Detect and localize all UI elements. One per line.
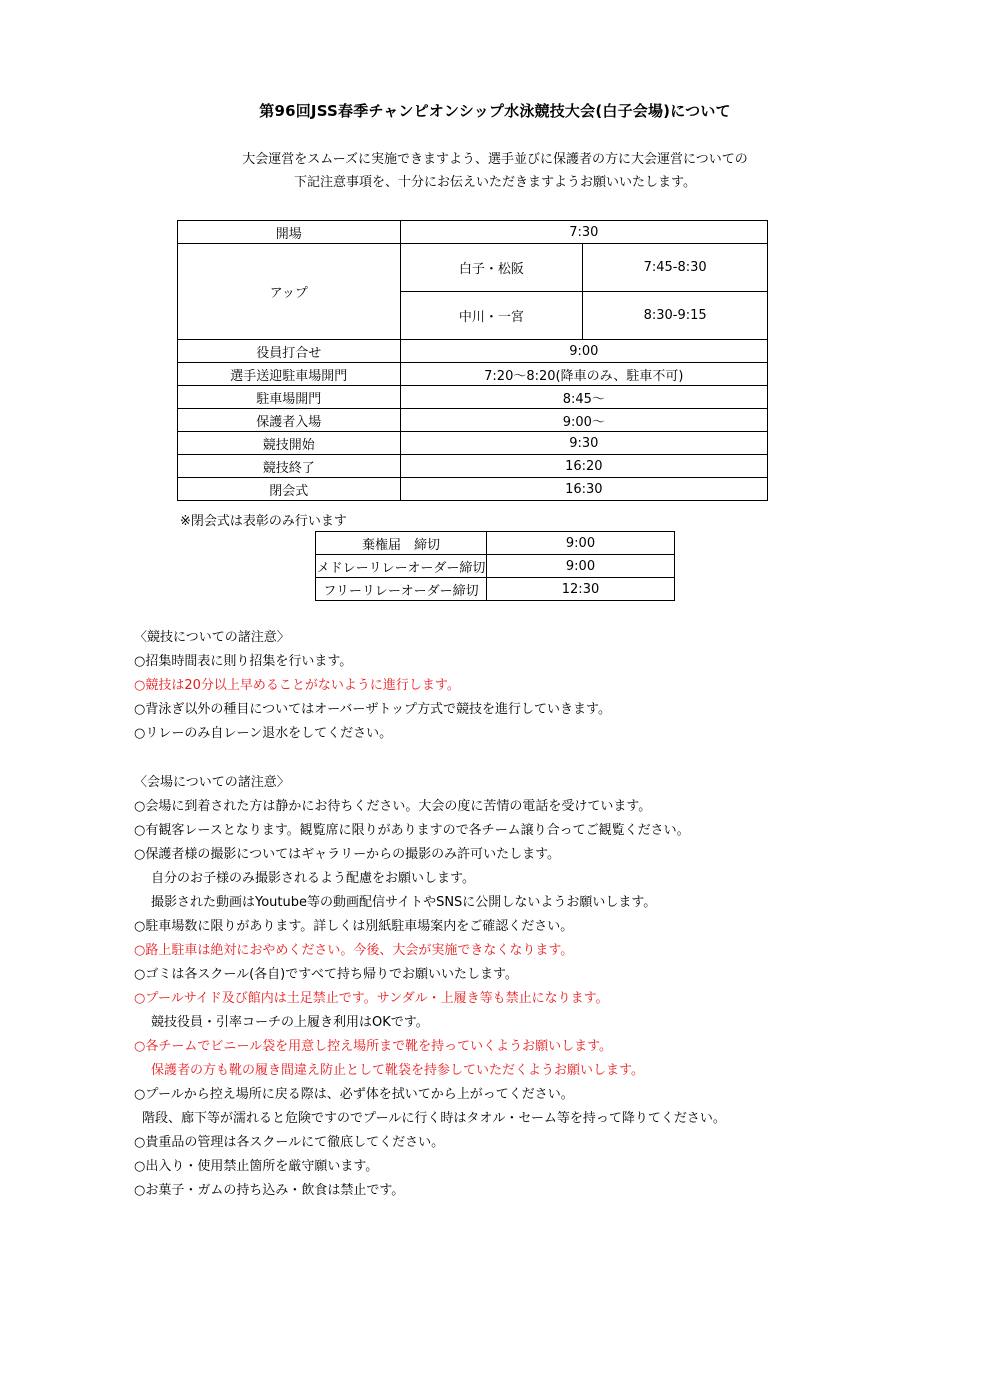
list-item: ○プールサイド及び館内は土足禁止です。サンダル・上履き等も禁止になります。 [134, 991, 609, 1006]
list-item: ○各チームでビニール袋を用意し控え場所まで靴を持っていくようお願いします。 [134, 1039, 613, 1054]
deadline-label: 棄権届 締切 [316, 532, 487, 555]
list-item: ○リレーのみ自レーン退水をしてください。 [134, 726, 393, 741]
schedule-value: 16:30 [400, 478, 767, 501]
schedule-label: 選手送迎駐車場開門 [178, 363, 401, 386]
intro-text [0, 148, 990, 194]
competition-notes [134, 626, 611, 746]
list-item: 保護者の方も靴の履き間違え防止として靴袋を持参していただくようお願いします。 [151, 1063, 644, 1078]
schedule-value: 7:20～8:20(降車のみ、駐車不可) [400, 363, 767, 386]
list-item: 競技役員・引率コーチの上履き利用はOKです。 [151, 1015, 429, 1030]
list-item: ○有観客レースとなります。観覧席に限りがありますので各チーム譲り合ってご観覧ください。 [134, 823, 690, 838]
closing-note: ※閉会式は表彰のみ行います [180, 514, 347, 529]
list-item: ○路上駐車は絶対におやめください。今後、大会が実施できなくなります。 [134, 943, 574, 958]
list-item: ○プールから控え場所に戻る際は、必ず体を拭いてから上がってください。 [134, 1087, 574, 1102]
table-row [178, 409, 768, 432]
table-row [316, 578, 675, 601]
section-heading: 〈会場についての諸注意〉 [134, 775, 290, 790]
table-row [178, 478, 768, 501]
intro-line: 大会運営をスムーズに実施できますよう、選手並びに保護者の方に大会運営についての [242, 152, 748, 167]
deadline-value: 12:30 [487, 578, 675, 601]
schedule-value: 8:45～ [400, 386, 767, 409]
list-item: ○ゴミは各スクール(各自)ですべて持ち帰りでお願いいたします。 [134, 967, 518, 982]
table-row [178, 244, 768, 292]
list-item: ○会場に到着された方は静かにお待ちください。大会の度に苦情の電話を受けています。 [134, 799, 652, 814]
deadline-label: フリーリレーオーダー締切 [316, 578, 487, 601]
warmup-group: 白子・松阪 [400, 244, 583, 292]
list-item: ○保護者様の撮影についてはギャラリーからの撮影のみ許可いたします。 [134, 847, 561, 862]
schedule-value: 16:20 [400, 455, 767, 478]
table-row [316, 555, 675, 578]
schedule-label: 開場 [178, 221, 401, 244]
schedule-label: 役員打合せ [178, 340, 401, 363]
page-title: 第96回JSS春季チャンピオンシップ水泳競技大会(白子会場)について [259, 102, 731, 120]
table-row [178, 363, 768, 386]
schedule-label: アップ [178, 244, 401, 340]
table-row [178, 340, 768, 363]
section-heading: 〈競技についての諸注意〉 [134, 630, 290, 645]
warmup-time: 7:45-8:30 [583, 244, 768, 292]
schedule-label: 保護者入場 [178, 409, 401, 432]
schedule-table [177, 220, 768, 501]
schedule-label: 競技開始 [178, 432, 401, 455]
deadline-value: 9:00 [487, 532, 675, 555]
schedule-value: 9:30 [400, 432, 767, 455]
table-row [316, 532, 675, 555]
list-item: ○貴重品の管理は各スクールにて徹底してください。 [134, 1135, 445, 1150]
list-item: ○駐車場数に限りがあります。詳しくは別紙駐車場案内をご確認ください。 [134, 919, 574, 934]
schedule-label: 閉会式 [178, 478, 401, 501]
intro-line: 下記注意事項を、十分にお伝えいただきますようお願いいたします。 [294, 175, 696, 190]
list-item: ○招集時間表に則り招集を行います。 [134, 654, 353, 669]
deadline-value: 9:00 [487, 555, 675, 578]
table-row [178, 432, 768, 455]
list-item: 階段、廊下等が濡れると危険ですのでプールに行く時はタオル・セーム等を持って降りてください。 [142, 1111, 726, 1126]
warmup-time: 8:30-9:15 [583, 292, 768, 340]
list-item: ○出入り・使用禁止箇所を厳守願います。 [134, 1159, 379, 1174]
table-row [178, 221, 768, 244]
warmup-group: 中川・一宮 [400, 292, 583, 340]
schedule-label: 競技終了 [178, 455, 401, 478]
list-item: ○お菓子・ガムの持ち込み・飲食は禁止です。 [134, 1183, 405, 1198]
table-row [178, 455, 768, 478]
list-item: 撮影された動画はYoutube等の動画配信サイトやSNSに公開しないようお願いします。 [151, 895, 657, 910]
deadlines-table [315, 531, 675, 601]
venue-notes [134, 771, 726, 1203]
schedule-value: 9:00～ [400, 409, 767, 432]
schedule-value: 7:30 [400, 221, 767, 244]
deadline-label: メドレーリレーオーダー締切 [316, 555, 487, 578]
schedule-label: 駐車場開門 [178, 386, 401, 409]
schedule-value: 9:00 [400, 340, 767, 363]
list-item: 自分のお子様のみ撮影されるよう配慮をお願いします。 [151, 871, 475, 886]
list-item: ○競技は20分以上早めることがないように進行します。 [134, 678, 460, 693]
list-item: ○背泳ぎ以外の種目についてはオーバーザトップ方式で競技を進行していきます。 [134, 702, 612, 717]
table-row [178, 386, 768, 409]
